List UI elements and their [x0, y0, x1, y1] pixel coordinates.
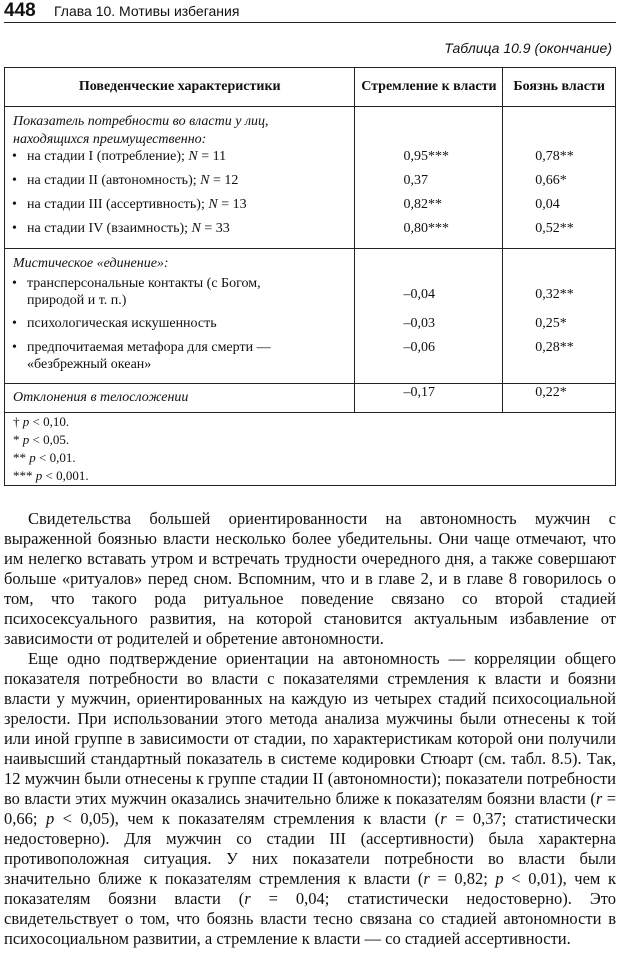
- paragraph: Свидетельства большей ориентированности на автономность мужчин с выраженной боязнью власти несколько более убедительны. Они чаще отмечают, что им нелегко вставать утром и встречать трудности очередного дня, а также совершают больше «ритуалов» перед сном. Вспомним, что и в главе 2, и в главе 8 говорилось о том, что такого рода ритуальное поведение связано со второй стадией психосексуального развития, на которой становится актуальным избавление от зависимости от родителей и обретение автономности.: [4, 509, 616, 648]
- significance-notes: [5, 412, 616, 485]
- power-seeking-value: 0,82**: [355, 196, 503, 220]
- power-seeking-value: –0,17: [355, 383, 503, 412]
- power-fear-value: 0,25*: [503, 315, 616, 339]
- group-heading-row: [5, 249, 616, 275]
- group-heading: Показатель потребности во власти у лиц, находящихся преимущественно:: [5, 107, 355, 149]
- row-label: • психологическая искушенность: [5, 315, 355, 339]
- power-seeking-value: 0,80***: [355, 220, 503, 249]
- power-fear-value: 0,28**: [503, 339, 616, 384]
- table-row: [5, 220, 616, 249]
- row-label: • предпочитаемая метафора для смерти — «безбрежный океан»: [5, 339, 355, 384]
- page-number: 448: [4, 0, 36, 21]
- running-header: [4, 2, 616, 23]
- body-text: [4, 509, 616, 949]
- table-row: [5, 196, 616, 220]
- row-label: • на стадии III (ассертивность); N = 13: [5, 196, 355, 220]
- power-fear-value: 0,04: [503, 196, 616, 220]
- chapter-title: Глава 10. Мотивы избегания: [54, 3, 240, 19]
- note-line: † p < 0,10.: [13, 413, 70, 429]
- power-fear-value: 0,22*: [503, 383, 616, 412]
- table-row: [5, 148, 616, 172]
- power-fear-value: 0,32**: [503, 275, 616, 315]
- correlation-table: [4, 67, 616, 486]
- power-fear-value: 0,52**: [503, 220, 616, 249]
- table-caption: Таблица 10.9 (окончание): [444, 40, 612, 56]
- power-fear-value: 0,78**: [503, 148, 616, 172]
- column-header: Боязнь власти: [503, 68, 616, 107]
- power-seeking-value: –0,03: [355, 315, 503, 339]
- power-seeking-value: –0,06: [355, 339, 503, 384]
- column-header: Поведенческие характеристики: [5, 68, 355, 107]
- row-label: • на стадии I (потребление); N = 11: [5, 148, 355, 172]
- row-label: • на стадии II (автономность); N = 12: [5, 172, 355, 196]
- row-label: • на стадии IV (взаимность); N = 33: [5, 220, 355, 249]
- table-row: [5, 383, 616, 412]
- paragraph: Еще одно подтверждение ориентации на автономность — корреляции общего показателя потребности во власти с показателями стремления к власти и боязни власти у мужчин, ориентированных на каждую из четырех стадий психосоциальной зрелости. При использовании этого метода анализа мужчины были отнесены к той или иной группе в зависимости от стадии, по характеристикам которой они получили наивысший стандартный показатель в системе кодировки Стюарт (см. табл. 8.5). Так, 12 мужчин были отнесены к группе стадии II (автономности); показатели потребности во власти этих мужчин оказались значительно ближе к показателям боязни власти (r = 0,66; p < 0,05), чем к показателям стремления к власти (r = 0,37; статистически недостоверно). Для мужчин со стадии III (ассертивности) была характерна противоположная ситуация. У них показатели потребности во власти были значительно ближе к показателям стремления к власти (r = 0,82; p < 0,01), чем к показателям боязни власти (r = 0,04; статистически недостоверно). Это свидетельствует о том, что боязнь власти тесно связана со стадией автономности в психосоциальном развитии, а стремление к власти — со стадией ассертивности.: [4, 649, 617, 948]
- power-seeking-value: –0,04: [355, 275, 503, 315]
- group-heading: Мистическое «единение»:: [5, 249, 355, 275]
- note-line: * p < 0,05.: [13, 431, 70, 447]
- table-header-row: [5, 68, 616, 107]
- table-notes-row: [5, 412, 616, 485]
- note-line: *** p < 0,001.: [13, 467, 89, 483]
- table-row: [5, 172, 616, 196]
- row-label: • трансперсональные контакты (с Богом, природой и т. п.): [5, 275, 355, 315]
- group-heading-row: [5, 107, 616, 149]
- table-row: [5, 339, 616, 384]
- power-seeking-value: 0,95***: [355, 148, 503, 172]
- note-line: ** p < 0,01.: [13, 449, 76, 465]
- column-header: Стремление к власти: [355, 68, 503, 107]
- power-seeking-value: 0,37: [355, 172, 503, 196]
- table-row: [5, 315, 616, 339]
- table-row: [5, 275, 616, 315]
- row-label: Отклонения в телосложении: [5, 383, 355, 412]
- power-fear-value: 0,66*: [503, 172, 616, 196]
